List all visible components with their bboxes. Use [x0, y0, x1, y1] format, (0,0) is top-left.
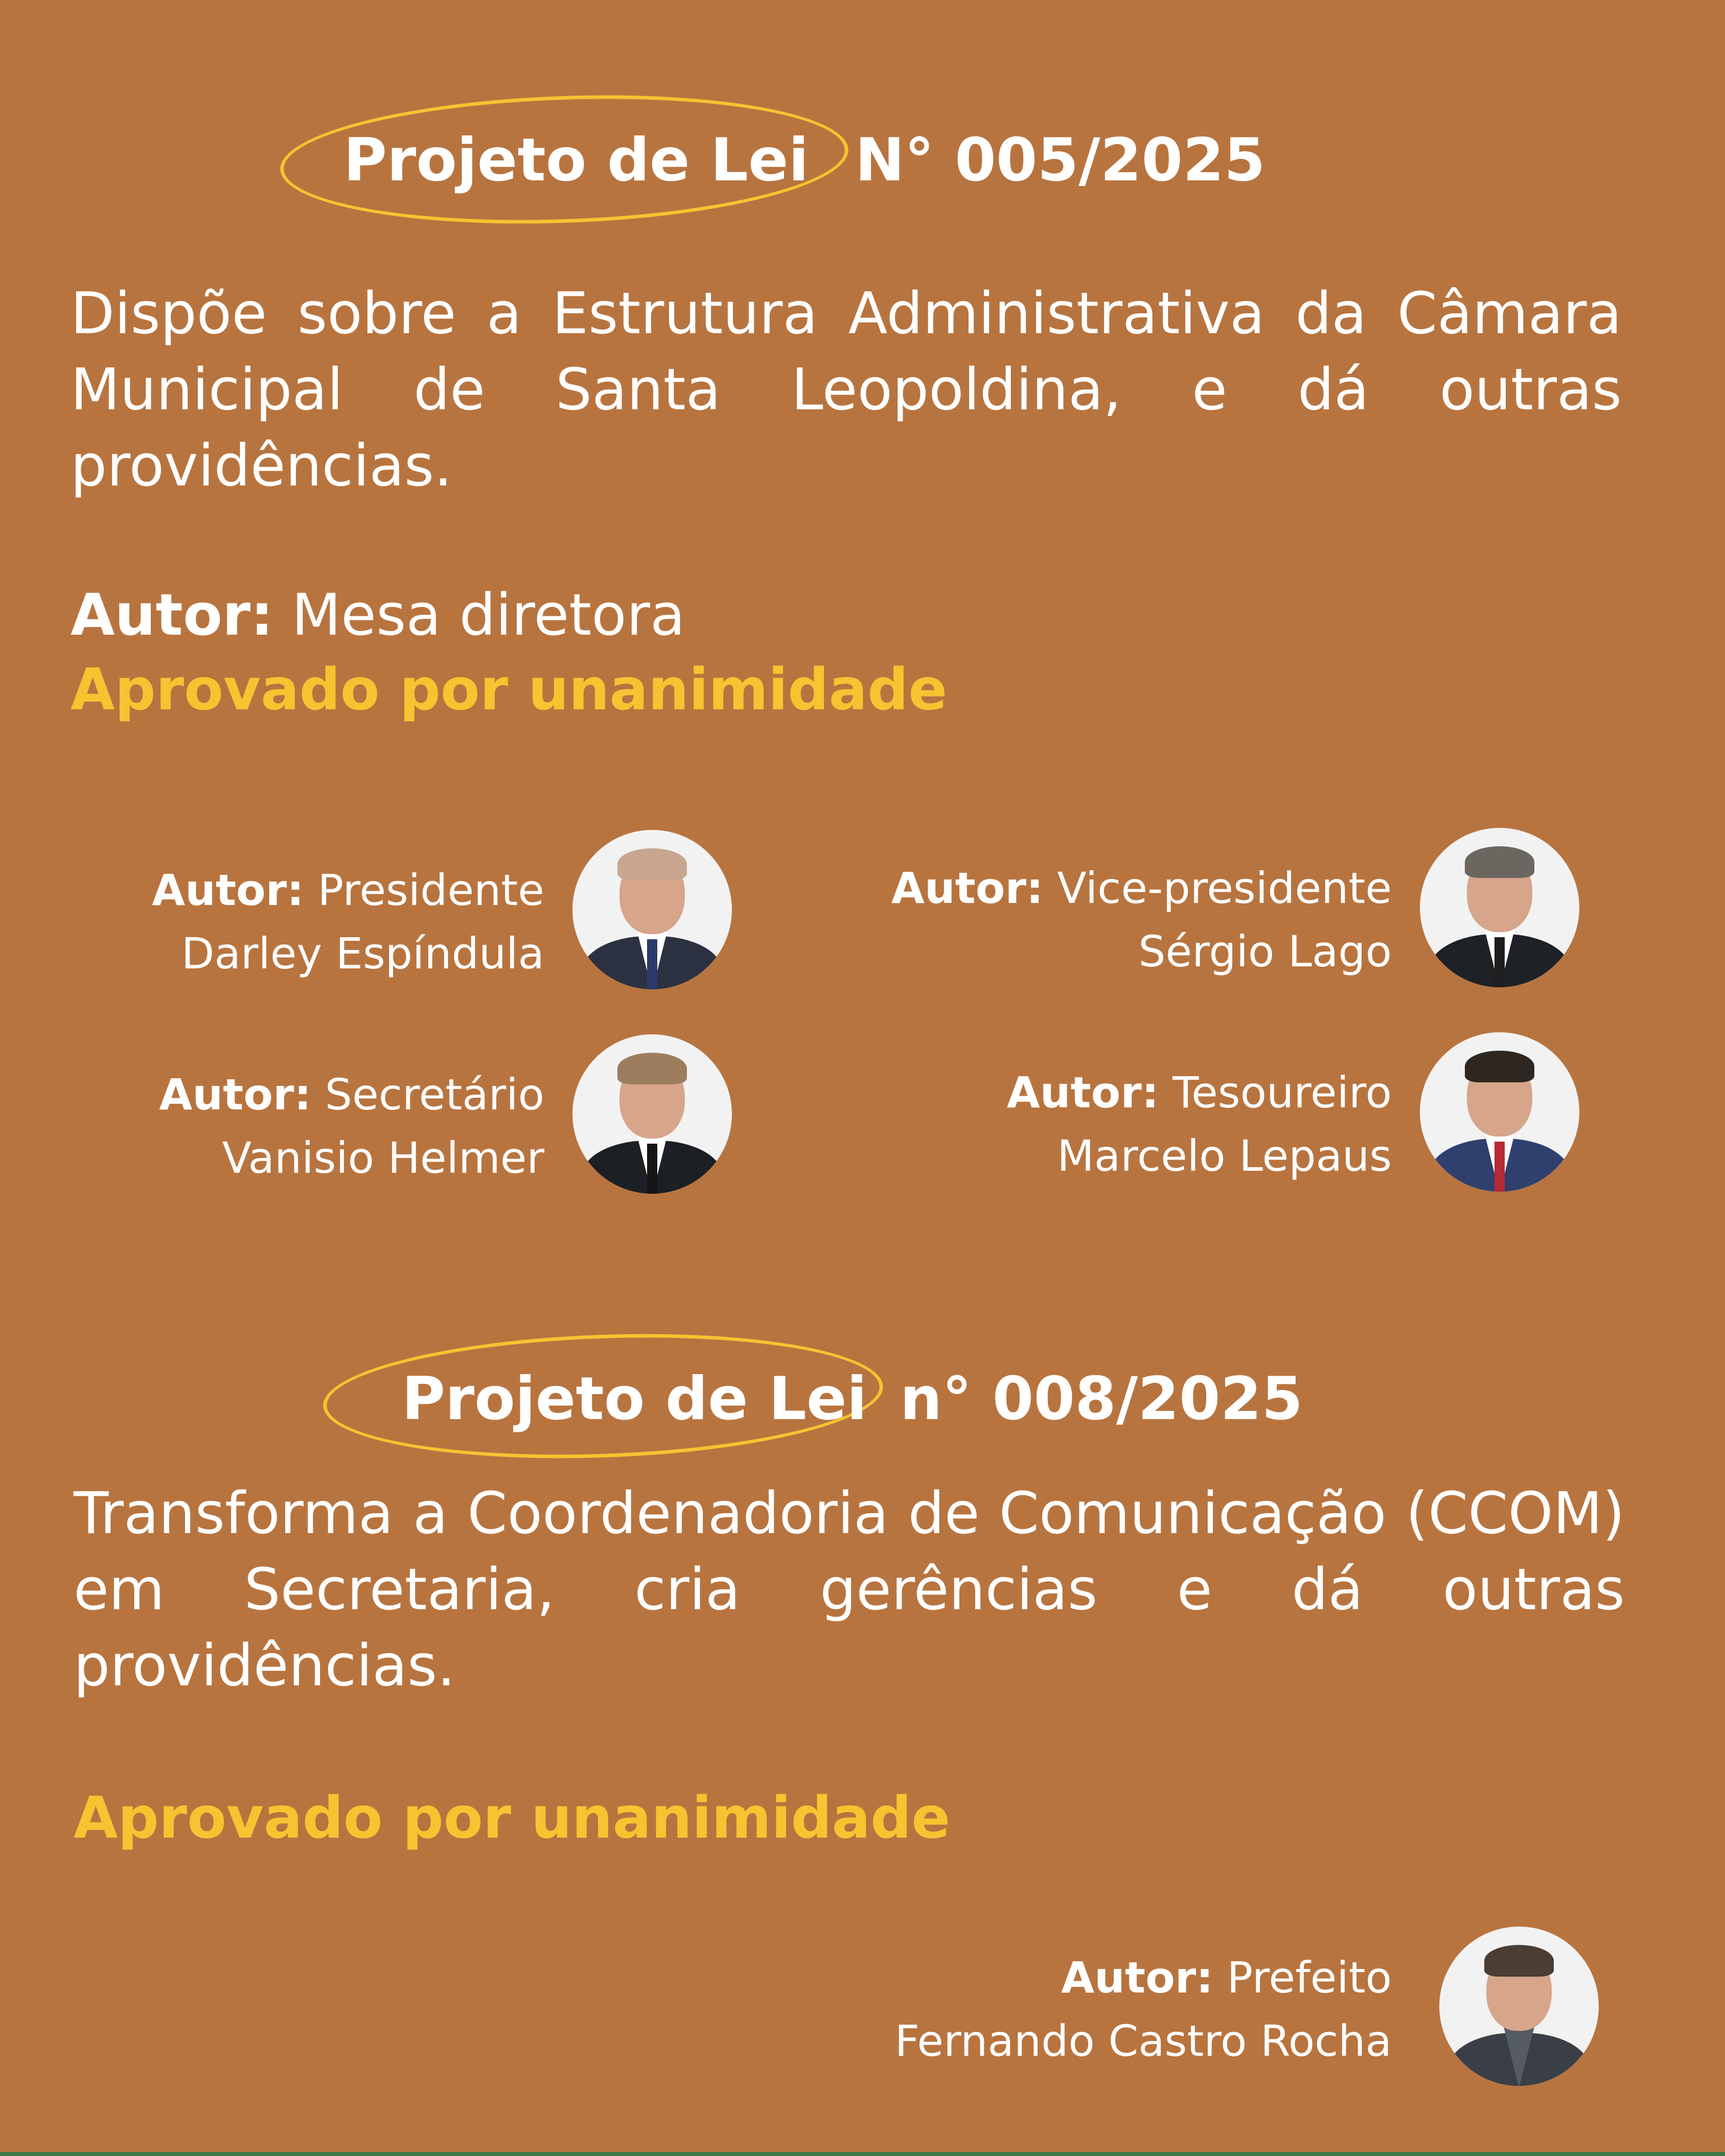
project2-title-part1: Projeto de Lei	[402, 1364, 867, 1433]
author-card-secretario	[159, 1063, 544, 1190]
bottom-divider	[0, 2152, 1725, 2156]
portrait-photo-icon	[1439, 1927, 1599, 2086]
author-label: Autor:	[1006, 1068, 1159, 1118]
author-card-prefeito	[895, 1946, 1392, 2073]
portrait-photo-icon	[572, 1034, 732, 1194]
author-role: Vice-presidente	[1057, 863, 1392, 913]
project1-status: Aprovado por unanimidade	[71, 657, 948, 723]
author-name: Sérgio Lago	[1138, 926, 1392, 977]
author-name: Marcelo Lepaus	[1057, 1131, 1392, 1181]
project1-author	[71, 582, 685, 648]
project1-title-part1: Projeto de Lei	[343, 126, 809, 195]
project1-title	[343, 126, 1266, 195]
project2-status: Aprovado por unanimidade	[74, 1785, 951, 1851]
author-card-tesoureiro	[1007, 1061, 1392, 1188]
author-name: Vanisio Helmer	[222, 1133, 544, 1183]
author-role: Secretário	[325, 1070, 544, 1120]
project2-title-part2: n° 008/2025	[900, 1364, 1303, 1433]
author-label: Autor:	[152, 865, 304, 915]
portrait-photo-icon	[572, 830, 732, 989]
author-label: Autor:	[891, 863, 1044, 913]
author-role: Prefeito	[1227, 1953, 1392, 2003]
project1-title-part2: N° 005/2025	[855, 126, 1266, 195]
author-card-vice-presidente	[891, 856, 1392, 983]
author-card-presidente	[152, 859, 544, 985]
project2-title	[402, 1364, 1303, 1433]
project1-author-value: Mesa diretora	[291, 582, 685, 648]
project1-description: Dispõe sobre a Estrutura Administrativa da Câmara Municipal de Santa Leopoldina, e dá outras providências.	[71, 281, 1622, 499]
portrait-photo-icon	[1420, 828, 1579, 987]
author-role: Tesoureiro	[1172, 1068, 1392, 1118]
portrait-photo-icon	[1420, 1032, 1579, 1192]
author-label: Autor:	[159, 1070, 312, 1120]
project2-description: Transforma a Coordenadoria de Comunicação (CCOM) em Secretaria, cria gerências e dá outras providências.	[74, 1480, 1625, 1699]
author-label: Autor:	[1061, 1953, 1213, 2003]
author-name: Darley Espíndula	[181, 929, 544, 979]
author-name: Fernando Castro Rocha	[894, 2016, 1392, 2066]
author-role: Presidente	[317, 865, 544, 915]
project1-author-label: Autor:	[71, 582, 273, 648]
